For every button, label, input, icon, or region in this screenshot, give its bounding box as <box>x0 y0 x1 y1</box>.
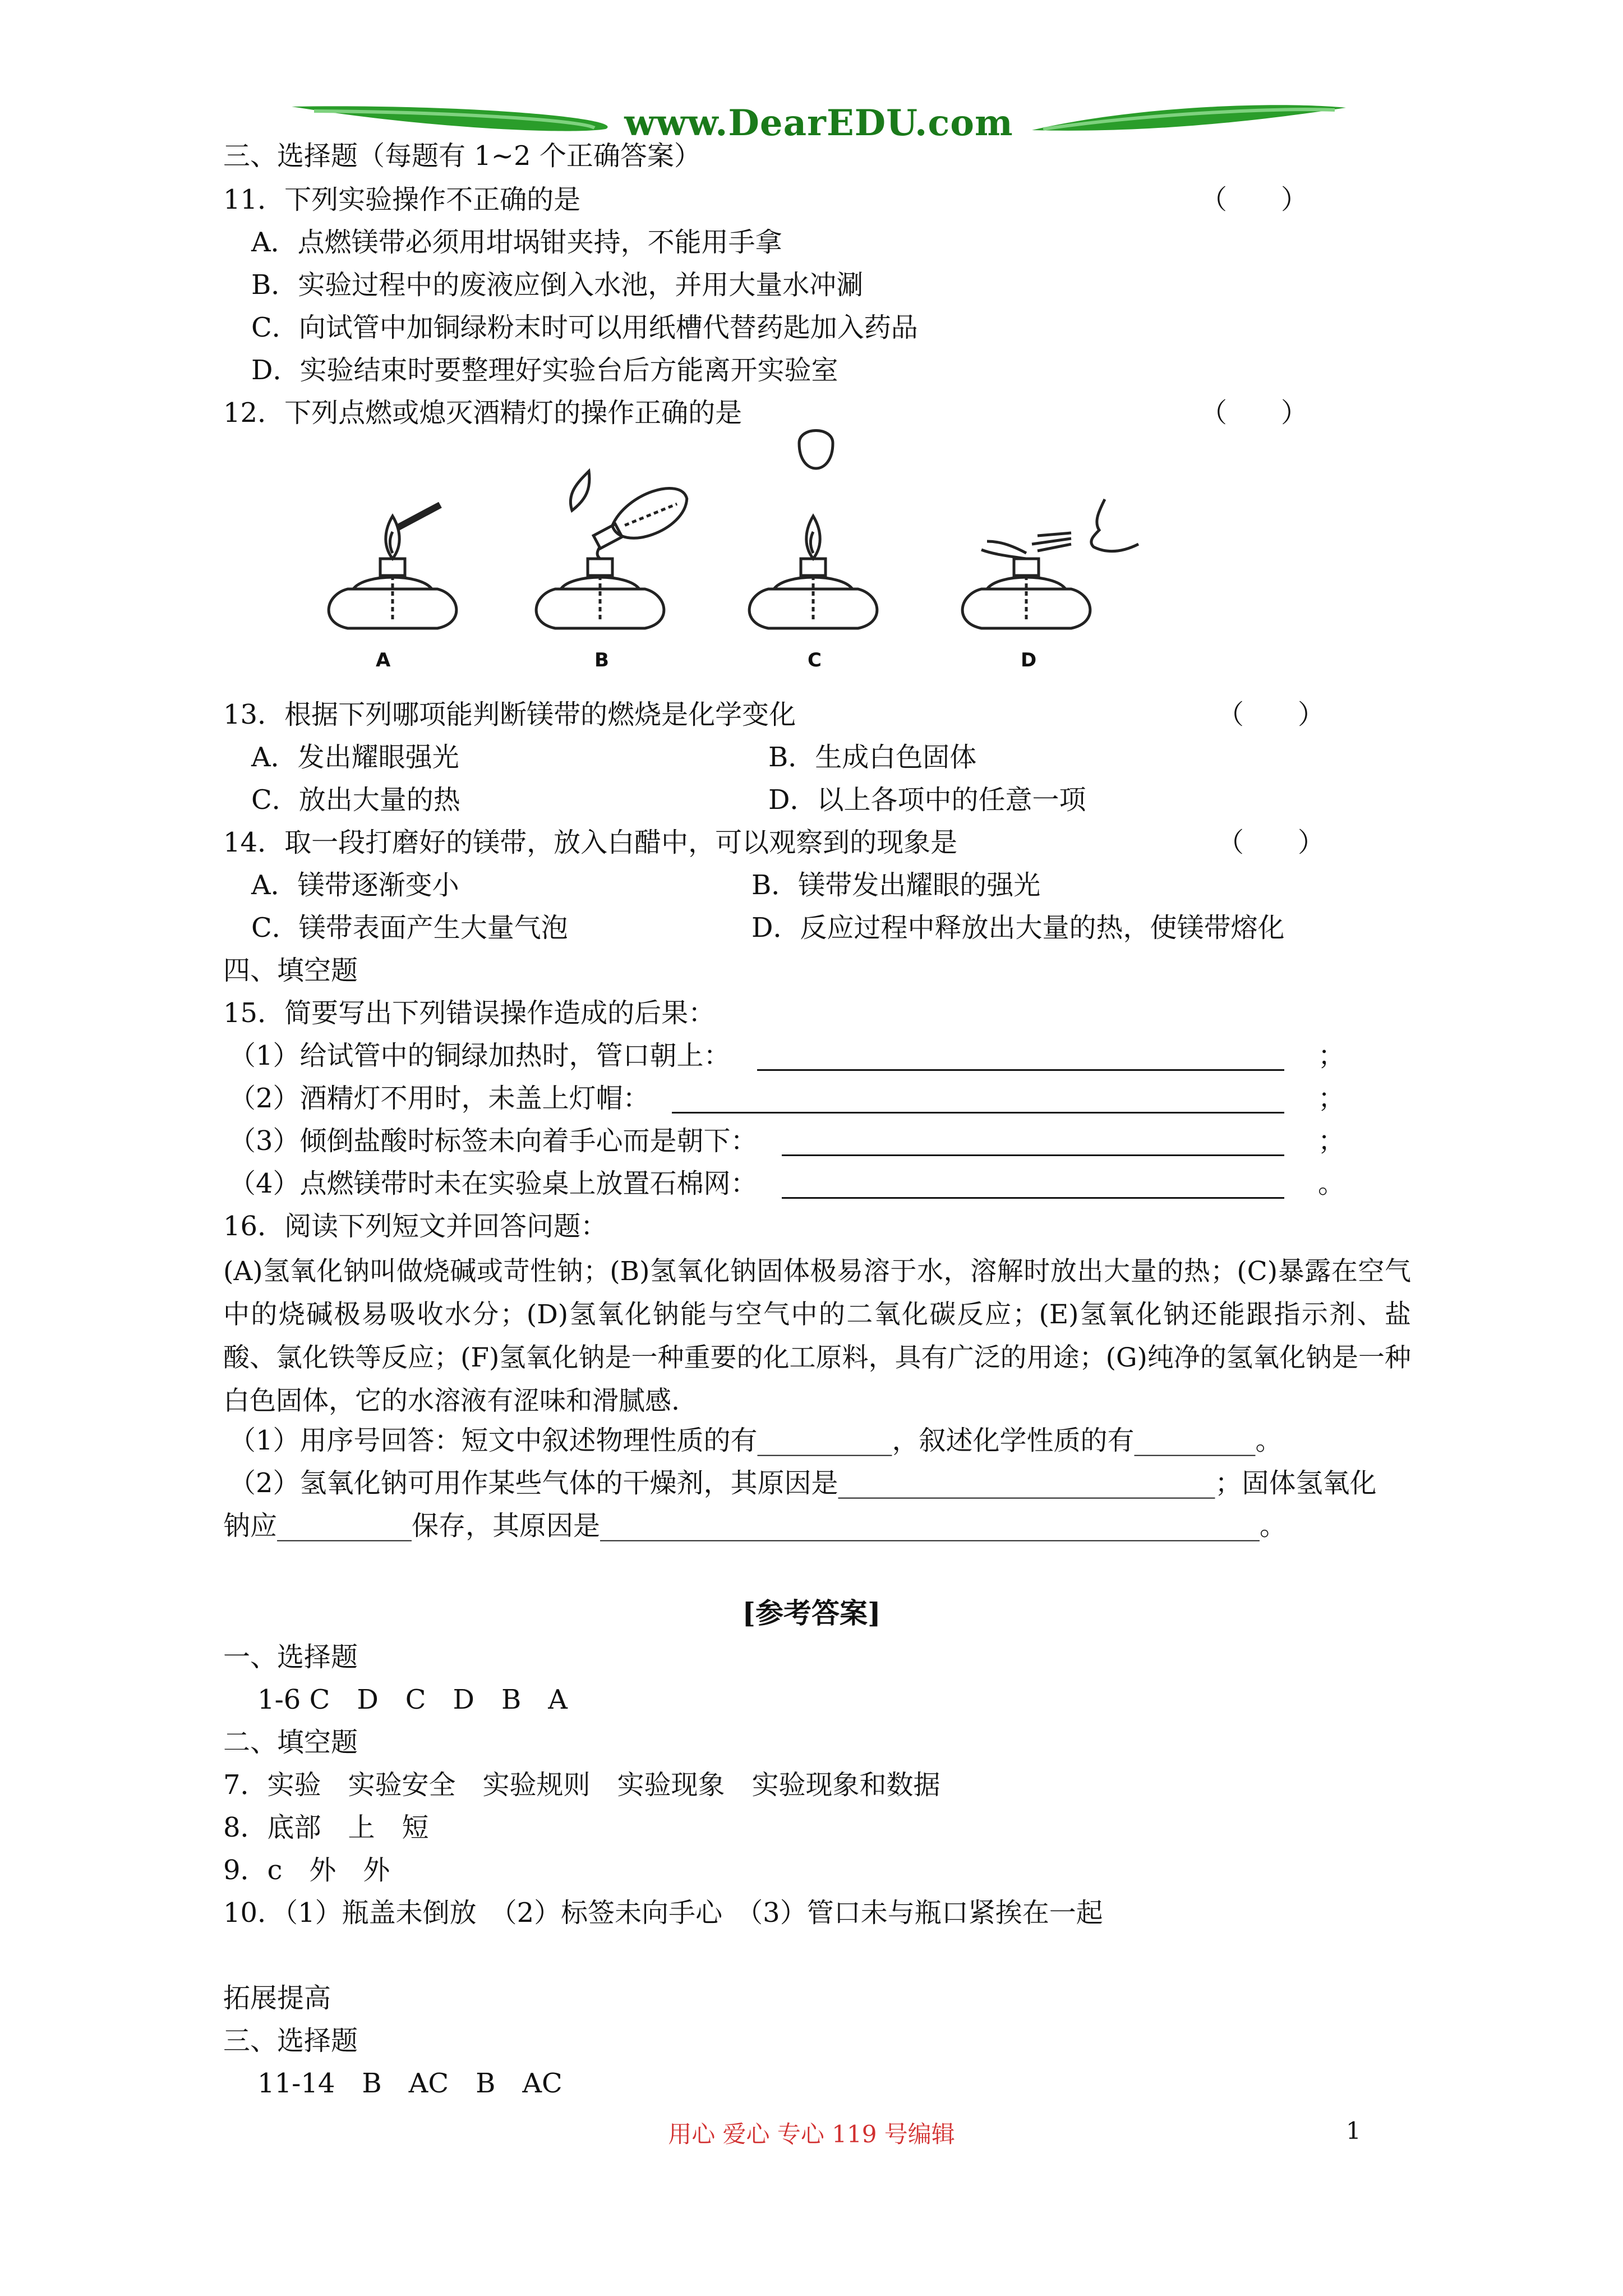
question-12-stem: 12．下列点燃或熄灭酒精灯的操作正确的是 <box>223 397 743 429</box>
answers-line-4: 7．实验 实验安全 实验规则 实验现象 实验现象和数据 <box>223 1769 940 1801</box>
question-11-option-b: B．实验过程中的废液应倒入水池，并用大量水冲涮 <box>251 269 864 301</box>
lamp-d-icon <box>962 499 1138 628</box>
question-11-option-d: D．实验结束时要整理好实验台后方能离开实验室 <box>251 355 838 386</box>
extension-section-title: 三、选择题 <box>223 2025 358 2056</box>
question-15-item-4-end: 。 <box>1318 1168 1345 1199</box>
question-13-answer-blank: （ ） <box>1217 699 1325 730</box>
answers-title: [参考答案] <box>742 1596 881 1630</box>
question-13-option-b: B．生成白色固体 <box>768 742 977 773</box>
answers-line-2: 1-6 C D C D B A <box>223 1684 568 1715</box>
answers-line-7: 10．（1）瓶盖未倒放 （2）标签未向手心 （3）管口未与瓶口紧挨在一起 <box>223 1897 1103 1929</box>
question-13-stem: 13．根据下列哪项能判断镁带的燃烧是化学变化 <box>223 699 796 730</box>
extension-answers: 11-14 B AC B AC <box>223 2068 562 2099</box>
answers-line-5: 8．底部 上 短 <box>223 1812 429 1843</box>
question-15-stem: 15．简要写出下列错误操作造成的后果： <box>223 997 716 1029</box>
question-11-option-c: C．向试管中加铜绿粉末时可以用纸槽代替药匙加入药品 <box>251 312 918 343</box>
question-14-answer-blank: （ ） <box>1217 827 1325 858</box>
question-11-answer-blank: （ ） <box>1200 184 1308 215</box>
question-15-item-4: （4）点燃镁带时未在实验桌上放置石棉网： <box>229 1168 758 1199</box>
question-15-item-3-end: ； <box>1318 1125 1345 1157</box>
lamp-c-label: C <box>808 649 822 671</box>
question-15-item-3: （3）倾倒盐酸时标签未向着手心而是朝下： <box>229 1125 758 1157</box>
question-15-item-2-blank[interactable] <box>672 1112 1284 1114</box>
question-13-option-a: A．发出耀眼强光 <box>251 742 459 773</box>
question-15-item-3-blank[interactable] <box>782 1154 1284 1156</box>
alcohol-lamp-figure <box>314 426 1178 673</box>
lamp-b-icon <box>536 471 695 628</box>
question-11-stem: 11．下列实验操作不正确的是 <box>223 184 581 215</box>
extension-title: 拓展提高 <box>223 1982 331 2014</box>
section-title-choice: 三、选择题（每题有 1~2 个正确答案） <box>223 140 701 172</box>
question-13-option-d: D．以上各项中的任意一项 <box>768 784 1086 816</box>
site-logo-text: www.DearEDU.com <box>624 102 1013 144</box>
question-16-passage: (A)氢氧化钠叫做烧碱或苛性钠；(B)氢氧化钠固体极易溶于水，溶解时放出大量的热；(C)暴露在空气中的烧碱极易吸收水分；(D)氢氧化钠能与空气中的二氧化碳反应；(E)氢氧化钠还能跟指示剂、盐酸、氯化铁等反应；(F)氢氧化钠是一种重要的化工原料，具有广泛的用途；(G)纯净的氢氧化钠是一种白色固体，它的水溶液有涩味和滑腻感. <box>223 1256 1411 1416</box>
question-15-item-1-end: ； <box>1318 1040 1345 1071</box>
question-11-option-a: A．点燃镁带必须用坩埚钳夹持，不能用手拿 <box>251 227 782 258</box>
question-16-sub-1: （1）用序号回答：短文中叙述物理性质的有__________，叙述化学性质的有_________。 <box>229 1425 1283 1456</box>
lamp-a-label: A <box>376 649 391 671</box>
footer-slogan: 用心 爱心 专心 119 号编辑 <box>668 2120 955 2148</box>
answers-line-6: 9．c 外 外 <box>223 1855 390 1886</box>
question-16-stem: 16．阅读下列短文并回答问题： <box>223 1211 608 1242</box>
question-14-option-d: D．反应过程中释放出大量的热，使镁带熔化 <box>751 912 1285 944</box>
question-16-sub-2-line-1: （2）氢氧化钠可用作某些气体的干燥剂，其原因是____________________________；固体氢氧化 <box>229 1467 1377 1499</box>
page-number: 1 <box>1346 2117 1361 2145</box>
question-14-option-c: C．镁带表面产生大量气泡 <box>251 912 568 944</box>
question-16-sub-2-line-2: 钠应__________保存，其原因是_________________________________________________。 <box>223 1510 1287 1542</box>
question-15-item-4-blank[interactable] <box>782 1197 1284 1199</box>
lamp-a-icon <box>329 505 457 628</box>
question-14-option-b: B．镁带发出耀眼的强光 <box>751 869 1041 901</box>
question-15-item-2: （2）酒精灯不用时，未盖上灯帽： <box>229 1083 650 1114</box>
lamp-c-icon <box>749 431 877 629</box>
answers-line-1: 一、选择题 <box>223 1641 358 1673</box>
question-15-item-1-blank[interactable] <box>757 1069 1284 1071</box>
question-15-item-1: （1）给试管中的铜绿加热时，管口朝上： <box>229 1040 731 1071</box>
question-14-option-a: A．镁带逐渐变小 <box>251 869 459 901</box>
question-13-option-c: C．放出大量的热 <box>251 784 460 816</box>
section-title-fill-in: 四、填空题 <box>223 955 358 986</box>
question-14-stem: 14．取一段打磨好的镁带，放入白醋中，可以观察到的现象是 <box>223 827 958 858</box>
question-15-item-2-end: ； <box>1318 1083 1345 1114</box>
question-12-answer-blank: （ ） <box>1200 397 1308 429</box>
alcohol-lamp-illustrations <box>314 426 1178 673</box>
lamp-d-label: D <box>1021 649 1037 671</box>
answers-line-3: 二、填空题 <box>223 1727 358 1758</box>
lamp-b-label: B <box>594 649 609 671</box>
